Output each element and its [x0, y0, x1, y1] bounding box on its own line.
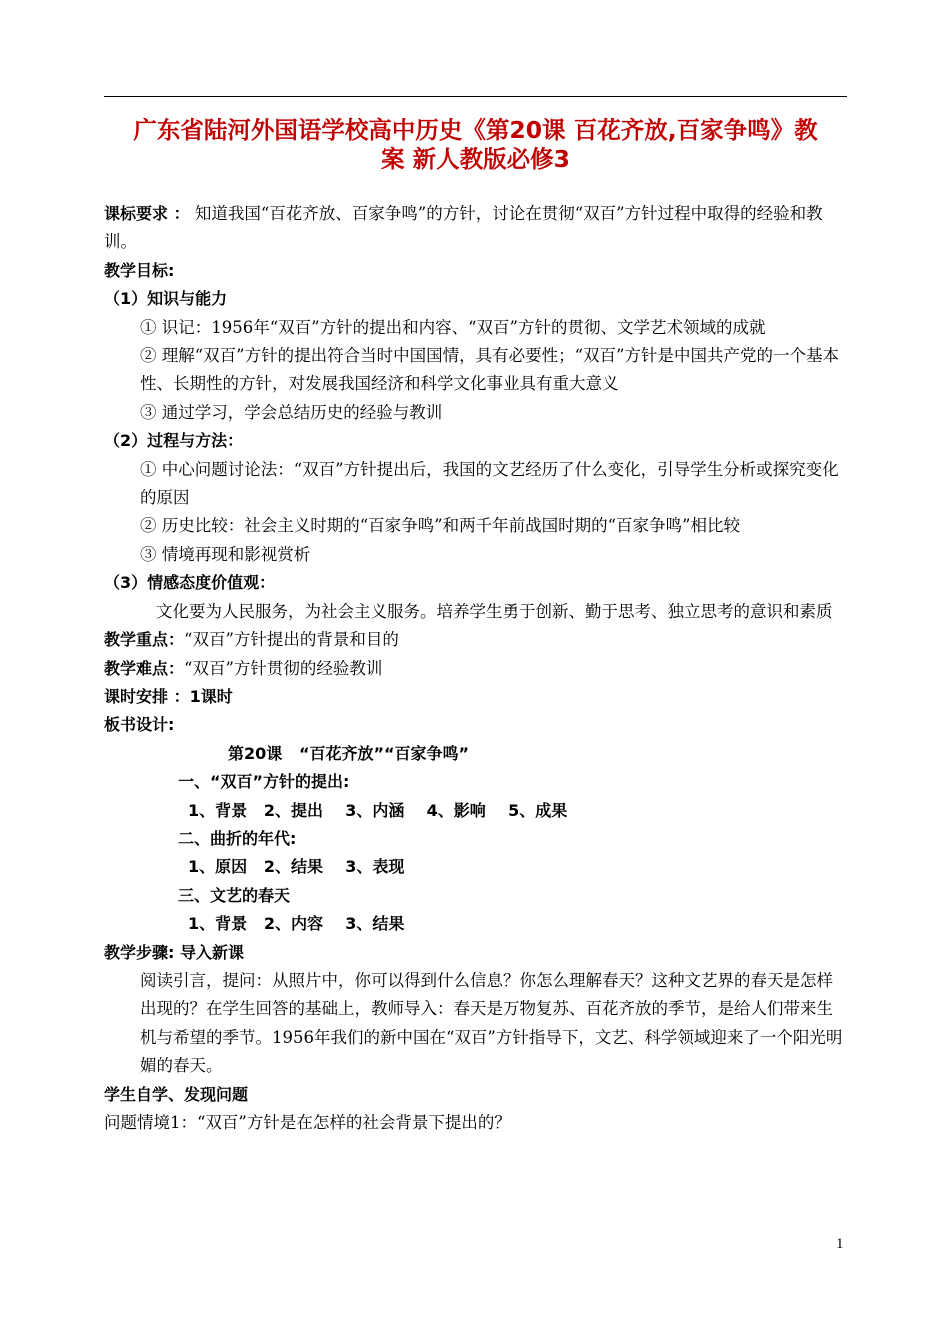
board-section-heading: 二、曲折的年代:	[178, 828, 297, 848]
steps-heading: 教学步骤: 导入新课	[104, 942, 244, 962]
header-rule	[104, 96, 847, 97]
difficulty-label: 教学难点：	[104, 658, 185, 678]
difficulty-text: “双百”方针贯彻的经验教训	[184, 658, 383, 678]
standard-label: 课标要求 ：	[104, 204, 190, 223]
steps-text: 阅读引言，提问：从照片中，你可以得到什么信息？你怎么理解春天？这种文艺界的春天是怎样出现的？在学生回答的基础上，教师导入：春天是万物复苏、百花齐放的季节，是给人们带来生机与希望的季节。1956年我们的新中国在“双百”方针指导下，文艺、科学领域迎来了一个阳光明媚的春天。	[140, 970, 843, 1076]
goal-process-item: ① 中心问题讨论法：“双百”方针提出后，我国的文艺经历了什么变化，引导学生分析或探究变化的原因	[140, 459, 839, 508]
board-section-items: 1、背景 2、内容 3、结果	[188, 914, 405, 934]
curriculum-standard	[104, 200, 847, 257]
board-section-items: 1、背景 2、提出 3、内涵 4、影响 5、成果	[188, 800, 568, 820]
goal-knowledge-heading: （1）知识与能力	[104, 289, 228, 309]
key-text: “双百”方针提出的背景和目的	[184, 630, 399, 650]
page-number: 1	[836, 1236, 844, 1252]
title-line-2: 案 新人教版必修3	[380, 145, 571, 173]
selfstudy-text: 问题情境1：“双百”方针是在怎样的社会背景下提出的？	[104, 1113, 511, 1132]
title-line-1: 广东省陆河外国语学校高中历史《第20课 百花齐放,百家争鸣》教	[133, 116, 818, 144]
standard-text: 知道我国“百花齐放、百家争鸣”的方针，讨论在贯彻“双百”方针过程中取得的经验和教训。	[104, 204, 823, 252]
goal-knowledge-item: ① 识记：1956年“双百”方针的提出和内容、“双百”方针的贯彻、文学艺术领域的成就	[140, 317, 766, 337]
board-heading: 板书设计:	[104, 715, 175, 735]
board-title: 第20课 “百花齐放”“百家争鸣”	[228, 743, 470, 763]
goal-knowledge-item: ② 理解“双百”方针的提出符合当时中国国情，具有必要性；“双百”方针是中国共产党的一个基本性、长期性的方针，对发展我国经济和科学文化事业具有重大意义	[140, 346, 839, 394]
goal-knowledge-item: ③ 通过学习，学会总结历史的经验与教训	[140, 402, 443, 422]
goal-process-heading: （2）过程与方法：	[104, 431, 244, 451]
teaching-key	[104, 626, 847, 654]
goal-process-item: ② 历史比较：社会主义时期的“百家争鸣”和两千年前战国时期的“百家争鸣”相比较	[140, 516, 740, 536]
class-schedule: 课时安排 ：1课时	[104, 686, 233, 706]
selfstudy-heading: 学生自学、发现问题	[104, 1084, 249, 1104]
board-section-heading: 三、文艺的春天	[178, 885, 291, 905]
key-label: 教学重点：	[104, 630, 185, 650]
goals-heading: 教学目标:	[104, 260, 175, 280]
goal-process-item: ③ 情境再现和影视赏析	[140, 544, 311, 564]
teaching-difficulty	[104, 655, 847, 683]
document-title	[104, 116, 847, 174]
board-section-heading: 一、“双百”方针的提出:	[178, 772, 350, 792]
document-body	[104, 200, 847, 1137]
goal-attitude-text: 文化要为人民服务，为社会主义服务。培养学生勇于创新、勤于思考、独立思考的意识和素质	[156, 601, 833, 621]
goal-attitude-heading: （3）情感态度价值观：	[104, 573, 276, 593]
board-section-items: 1、原因 2、结果 3、表现	[188, 857, 405, 877]
